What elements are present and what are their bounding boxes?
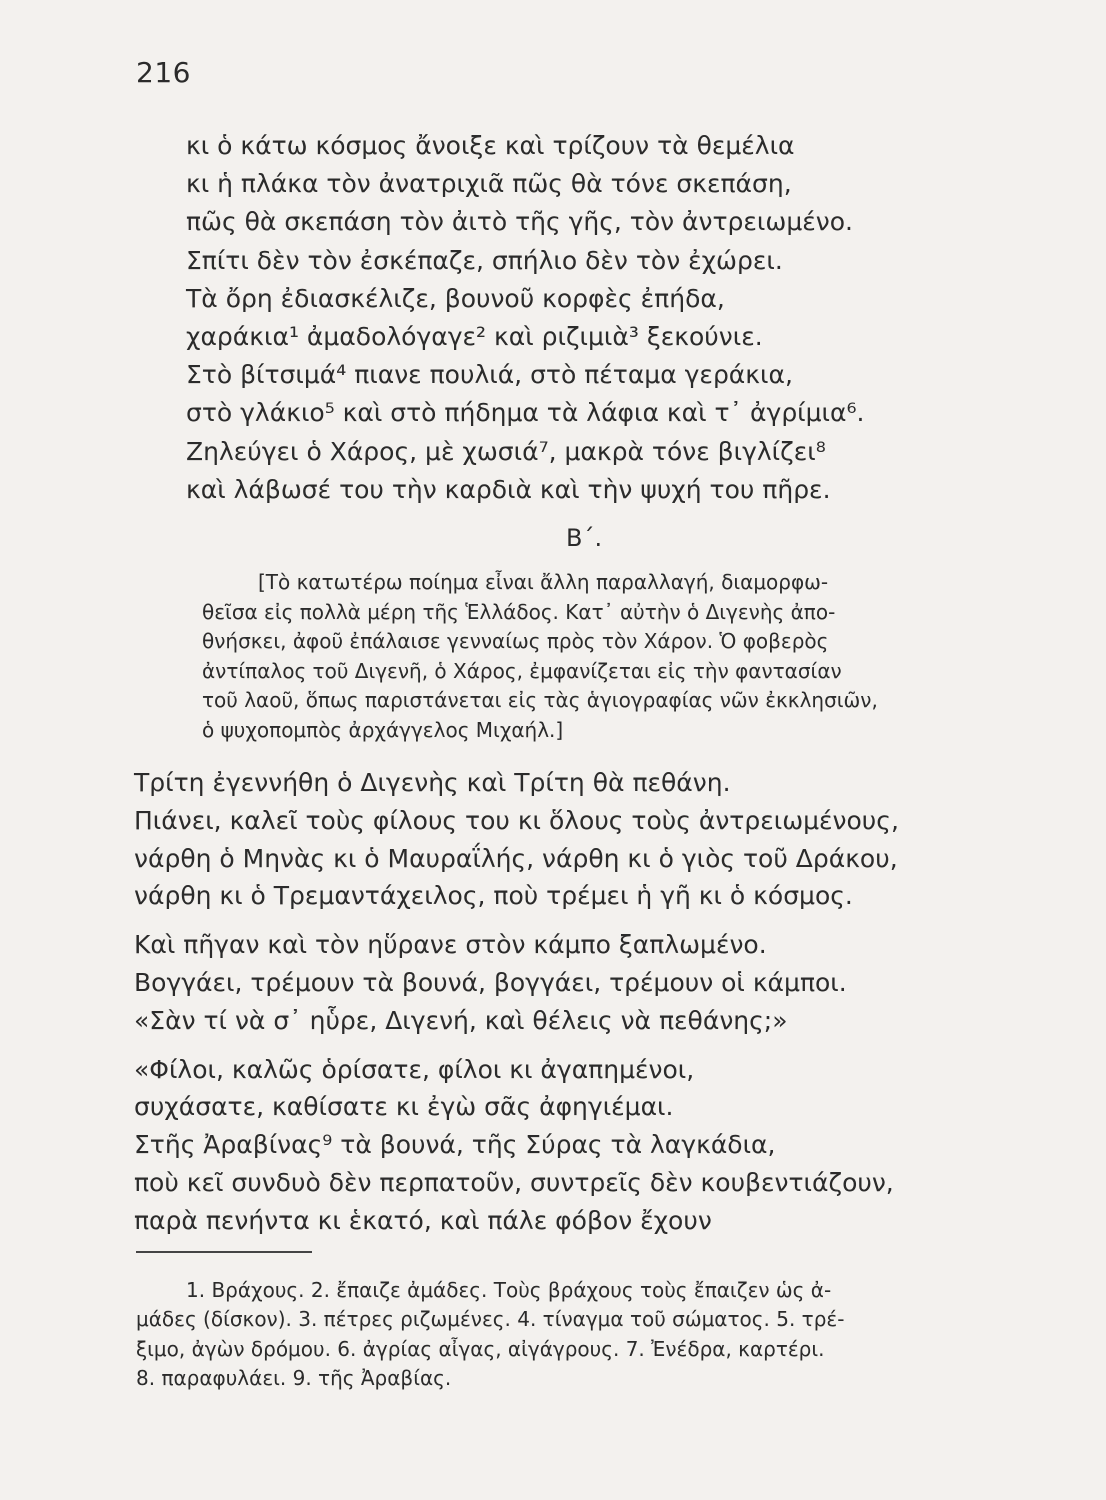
footnote-divider — [136, 1251, 312, 1253]
intro-line: θεῖσα εἰς πολλὰ μέρη τῆς Ἑλλάδος. Κατ᾽ αὐτὴν ὁ Διγενὴς ἀπο- — [202, 599, 836, 624]
verse-line: παρὰ πενήντα κι ἑκατό, καὶ πάλε φόβον ἔχουν — [134, 1205, 712, 1235]
intro-line: θνήσκει, ἀφοῦ ἐπάλαισε γενναίως πρὸς τὸν Χάρον. Ὁ φοβερὸς — [202, 629, 829, 654]
verse-line: Σπίτι δὲν τὸν ἐσκέπαζε, σπήλιο δὲν τὸν ἐχώρει. — [186, 245, 783, 275]
verse-line: Στὸ βίτσιμά⁴ πιανε πουλιά, στὸ πέταμα γεράκια, — [186, 360, 793, 390]
verse-line: Τὰ ὄρη ἐδιασκέλιζε, βουνοῦ κορφὲς ἐπήδα, — [186, 283, 725, 313]
footnote-line: μάδες (δίσκον). 3. πέτρες ριζωμένες. 4. τίναγμα τοῦ σώματος. 5. τρέ- — [136, 1307, 845, 1332]
footnote-line: 8. παραφυλάει. 9. τῆς Ἀραβίας. — [136, 1366, 452, 1391]
stanza-gap — [134, 915, 1034, 926]
verse-line: Στῆς Ἀραβίνας⁹ τὰ βουνά, τῆς Σύρας τὰ λαγκάδια, — [134, 1130, 776, 1160]
intro-line: [Τὸ κατωτέρω ποίημα εἶναι ἄλλη παραλλαγή, διαμορφω- — [258, 570, 829, 594]
verse-line: κι ὁ κάτω κόσμος ἄνοιξε καὶ τρίζουν τὰ θεμέλια — [186, 131, 795, 160]
verse-line: ποὺ κεῖ συνδυὸ δὲν περπατοῦν, συντρεῖς δὲν κουβεντιάζουν, — [134, 1167, 894, 1197]
stanza-gap — [134, 1040, 1034, 1051]
verse-line: χαράκια¹ ἀμαδολόγαγε² καὶ ριζιμιὰ³ ξεκούνιε. — [186, 322, 763, 352]
verse-line: κι ἡ πλάκα τὸν ἀνατριχιᾶ πῶς θὰ τόνε σκεπάση, — [186, 169, 792, 199]
verse-part-2 — [134, 764, 1034, 1240]
footnote-line: 1. Βράχους. 2. ἔπαιζε ἀμάδες. Τοὺς βράχους τοὺς ἔπαιζεν ὡς ἀ- — [186, 1278, 832, 1302]
intro-note — [202, 568, 1022, 746]
verse-line: Καὶ πῆγαν καὶ τὸν ηὕρανε στὸν κάμπο ξαπλωμένο. — [134, 930, 767, 960]
verse-part-1 — [186, 127, 1046, 509]
verse-line: «Φίλοι, καλῶς ὁρίσατε, φίλοι κι ἀγαπημένοι, — [134, 1054, 695, 1084]
page-number: 216 — [136, 56, 191, 89]
verse-line: στὸ γλάκιο⁵ καὶ στὸ πήδημα τὰ λάφια καὶ τ᾽ ἀγρίμια⁶. — [186, 398, 865, 428]
verse-line: νάρθη ὁ Μηνὰς κι ὁ Μαυραΐλής, νάρθη κι ὁ γιὸς τοῦ Δράκου, — [134, 843, 898, 873]
verse-line: νάρθη κι ὁ Τρεμαντάχειλος, ποὺ τρέμει ἡ γῆ κι ὁ κόσμος. — [134, 881, 853, 911]
verse-line: «Σὰν τί νὰ σ᾽ ηὗρε, Διγενή, καὶ θέλεις νὰ πεθάνης;» — [134, 1005, 788, 1035]
footnote-line: ξιμο, ἀγὼν δρόμου. 6. ἀγρίας αἶγας, αἰγάγρους. 7. Ἐνέδρα, καρτέρι. — [136, 1336, 825, 1361]
footnotes — [136, 1276, 1016, 1394]
intro-line: τοῦ λαοῦ, ὅπως παριστάνεται εἰς τὰς ἁγιογραφίας νῶν ἐκκλησιῶν, — [202, 688, 878, 713]
verse-line: συχάσατε, καθίσατε κι ἐγὼ σᾶς ἀφηγιέμαι. — [134, 1092, 674, 1122]
section-heading: Β΄. — [566, 524, 603, 552]
verse-line: καὶ λάβωσέ του τὴν καρδιὰ καὶ τὴν ψυχή του πῆρε. — [186, 474, 831, 504]
verse-line: Πιάνει, καλεῖ τοὺς φίλους του κι ὅλους τοὺς ἀντρειωμένους, — [134, 805, 899, 835]
verse-line: Βογγάει, τρέμουν τὰ βουνά, βογγάει, τρέμουν οἱ κάμποι. — [134, 967, 847, 997]
intro-line: ὁ ψυχοπομπὸς ἀρχάγγελος Μιχαήλ.] — [202, 717, 564, 742]
verse-line: Ζηλεύγει ὁ Χάρος, μὲ χωσιά⁷, μακρὰ τόνε βιγλίζει⁸ — [186, 436, 826, 466]
intro-line: ἀντίπαλος τοῦ Διγενῆ, ὁ Χάρος, ἐμφανίζεται εἰς τὴν φαντασίαν — [202, 658, 842, 683]
verse-line: πῶς θὰ σκεπάση τὸν ἀιτὸ τῆς γῆς, τὸν ἀντρειωμένο. — [186, 207, 853, 237]
verse-line: Τρίτη ἐγεννήθη ὁ Διγενὴς καὶ Τρίτη θὰ πεθάνη. — [134, 768, 731, 797]
